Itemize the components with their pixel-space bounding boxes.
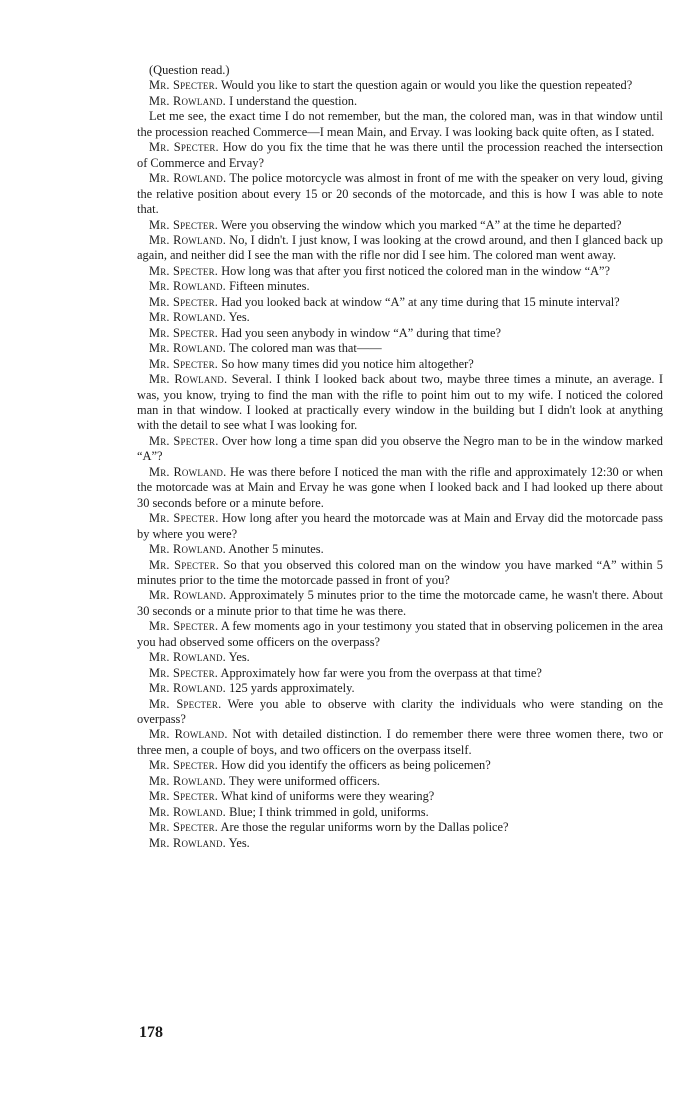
transcript-paragraph xyxy=(137,94,663,109)
speaker-label: Mr. Specter. xyxy=(149,78,219,93)
transcript-paragraph xyxy=(137,805,663,820)
paragraph-text: (Question read.) xyxy=(149,63,230,77)
paragraph-text: Were you observing the window which you marked “A” at the time he departed? xyxy=(220,217,622,232)
speaker-label: Mr. Specter. xyxy=(149,696,222,711)
transcript-paragraph xyxy=(137,372,663,434)
paragraph-text: Were you able to observe with clarity the individuals who were standing on the overpass? xyxy=(137,696,663,727)
transcript-paragraph xyxy=(137,341,663,356)
transcript-paragraph xyxy=(137,774,663,789)
paragraph-text: Approximately how far were you from the overpass at that time? xyxy=(220,665,542,680)
paragraph-text: So how many times did you notice him altogether? xyxy=(221,356,474,371)
speaker-label: Mr. Specter. xyxy=(149,433,219,448)
paragraph-text: He was there before I noticed the man with the rifle and approximately 12:30 or when the motorcade was at Main and Ervay he was gone when I looked back and I had looked up there about 30 seconds before or a minute before. xyxy=(137,464,663,510)
transcript-paragraph xyxy=(137,465,663,511)
paragraph-text: Yes. xyxy=(228,310,250,325)
speaker-label: Mr. Rowland. xyxy=(149,232,227,247)
speaker-label: Mr. Rowland. xyxy=(149,542,226,557)
speaker-label: Mr. Specter. xyxy=(149,511,219,526)
speaker-label: Mr. Rowland. xyxy=(149,310,226,325)
paragraph-text: Yes. xyxy=(228,835,250,850)
speaker-label: Mr. Specter. xyxy=(149,325,219,340)
transcript-paragraph xyxy=(137,264,663,279)
paragraph-text: Would you like to start the question again or would you like the question repeated? xyxy=(220,78,633,93)
paragraph-text: How do you fix the time that he was there until the procession reached the intersection of Commerce and Ervay? xyxy=(137,140,663,170)
paragraph-text: Yes. xyxy=(228,650,250,665)
paragraph-text: Had you looked back at window “A” at any time during that 15 minute interval? xyxy=(221,294,620,309)
transcript-paragraph xyxy=(137,836,663,851)
transcript-paragraph xyxy=(137,140,663,171)
paragraph-text: Are those the regular uniforms worn by the Dallas police? xyxy=(220,820,509,835)
transcript-paragraph xyxy=(137,666,663,681)
paragraph-text: How did you identify the officers as being policemen? xyxy=(221,758,491,773)
speaker-label: Mr. Rowland. xyxy=(149,171,227,186)
paragraph-text: Blue; I think trimmed in gold, uniforms. xyxy=(229,804,429,819)
paragraph-text: How long was that after you first noticed the colored man in the window “A”? xyxy=(221,263,611,278)
speaker-label: Mr. Specter. xyxy=(149,217,219,232)
testimony-text xyxy=(137,63,663,851)
paragraph-text: Not with detailed distinction. I do remember there were three women there, two or three men, a couple of boys, and two officers on the overpass itself. xyxy=(137,727,663,757)
page-number: 178 xyxy=(139,1024,163,1041)
paragraph-text: How long after you heard the motorcade was at Main and Ervay did the motorcade pass by where you were? xyxy=(137,511,663,541)
transcript-paragraph xyxy=(137,681,663,696)
transcript-paragraph xyxy=(137,310,663,325)
transcript-paragraph xyxy=(137,558,663,589)
paragraph-text: They were uniformed officers. xyxy=(228,773,380,788)
speaker-label: Mr. Specter. xyxy=(149,356,219,371)
transcript-paragraph xyxy=(137,542,663,557)
transcript-paragraph xyxy=(137,295,663,310)
transcript-paragraph xyxy=(137,78,663,93)
paragraph-text: The police motorcycle was almost in front of me with the speaker on very loud, giving the relative position about every 15 or 20 seconds of the motorcade, and this is how I was able to note that. xyxy=(137,171,664,217)
paragraph-text: A few moments ago in your testimony you stated that in observing policemen in the area you had observed some officers on the overpass? xyxy=(137,619,663,649)
paragraph-text: So that you observed this colored man on the window you have marked “A” within 5 minutes prior to the time the motorcade passed in front of you? xyxy=(137,557,663,587)
transcript-paragraph xyxy=(137,171,663,217)
transcript-paragraph xyxy=(137,697,663,728)
speaker-label: Mr. Rowland. xyxy=(149,341,226,356)
transcript-paragraph xyxy=(137,758,663,773)
speaker-label: Mr. Specter. xyxy=(149,665,219,680)
speaker-label: Mr. Specter. xyxy=(149,294,219,309)
paragraph-text: 125 yards approximately. xyxy=(229,681,355,696)
transcript-paragraph xyxy=(137,511,663,542)
speaker-label: Mr. Specter. xyxy=(149,619,219,634)
paragraph-text: The colored man was that—— xyxy=(228,341,382,356)
paragraph-text: No, I didn't. I just know, I was looking at the crowd around, and then I glanced back up again, and neither did I see the man with the rifle nor did I see him. The colored man went away. xyxy=(137,232,663,263)
transcript-paragraph xyxy=(137,434,663,465)
paragraph-text: Fifteen minutes. xyxy=(229,279,310,294)
transcript-paragraph xyxy=(137,109,663,140)
speaker-label: Mr. Specter. xyxy=(149,263,219,278)
transcript-paragraph xyxy=(137,650,663,665)
transcript-paragraph xyxy=(137,279,663,294)
speaker-label: Mr. Specter. xyxy=(149,758,219,773)
transcript-paragraph xyxy=(137,727,663,758)
speaker-label: Mr. Rowland. xyxy=(149,681,226,696)
transcript-paragraph xyxy=(137,63,663,78)
speaker-label: Mr. Rowland. xyxy=(149,279,226,294)
paragraph-text: Let me see, the exact time I do not remember, but the man, the colored man, was in that window until the procession reached Commerce—I mean Main, and Ervay. I was looking back quite often, as I stated. xyxy=(137,109,663,139)
speaker-label: Mr. Specter. xyxy=(149,557,220,572)
speaker-label: Mr. Rowland. xyxy=(149,650,226,665)
transcript-paragraph xyxy=(137,357,663,372)
paragraph-text: Had you seen anybody in window “A” during that time? xyxy=(221,325,501,340)
paragraph-text: Over how long a time span did you observe the Negro man to be in the window marked “A”? xyxy=(137,433,664,464)
speaker-label: Mr. Specter. xyxy=(149,140,219,155)
transcript-paragraph xyxy=(137,233,663,264)
speaker-label: Mr. Rowland. xyxy=(149,588,227,603)
speaker-label: Mr. Rowland. xyxy=(149,835,226,850)
transcript-paragraph xyxy=(137,619,663,650)
transcript-paragraph xyxy=(137,218,663,233)
paragraph-text: What kind of uniforms were they wearing? xyxy=(220,789,435,804)
transcript-paragraph xyxy=(137,588,663,619)
speaker-label: Mr. Rowland. xyxy=(149,773,226,788)
paragraph-text: Another 5 minutes. xyxy=(228,542,324,557)
speaker-label: Mr. Specter. xyxy=(149,789,219,804)
speaker-label: Mr. Specter. xyxy=(149,820,219,835)
speaker-label: Mr. Rowland. xyxy=(149,464,227,479)
speaker-label: Mr. Rowland. xyxy=(149,727,228,742)
paragraph-text: Approximately 5 minutes prior to the time the motorcade came, he wasn't there. About 30 seconds or a minute prior to that time he was there. xyxy=(137,588,664,618)
paragraph-text: Several. I think I looked back about two, maybe three times a minute, an average. I was, you know, trying to find the man with the rifle to point him out to my wife. I noticed the colored man in that window. I looked at practically every window in the building but I didn't look at anything with the detail to see what I was looking for. xyxy=(137,372,664,433)
paragraph-text: I understand the question. xyxy=(229,93,358,108)
transcript-paragraph xyxy=(137,326,663,341)
transcript-paragraph xyxy=(137,820,663,835)
speaker-label: Mr. Rowland. xyxy=(149,372,228,387)
speaker-label: Mr. Rowland. xyxy=(149,804,226,819)
speaker-label: Mr. Rowland. xyxy=(149,93,226,108)
transcript-paragraph xyxy=(137,789,663,804)
